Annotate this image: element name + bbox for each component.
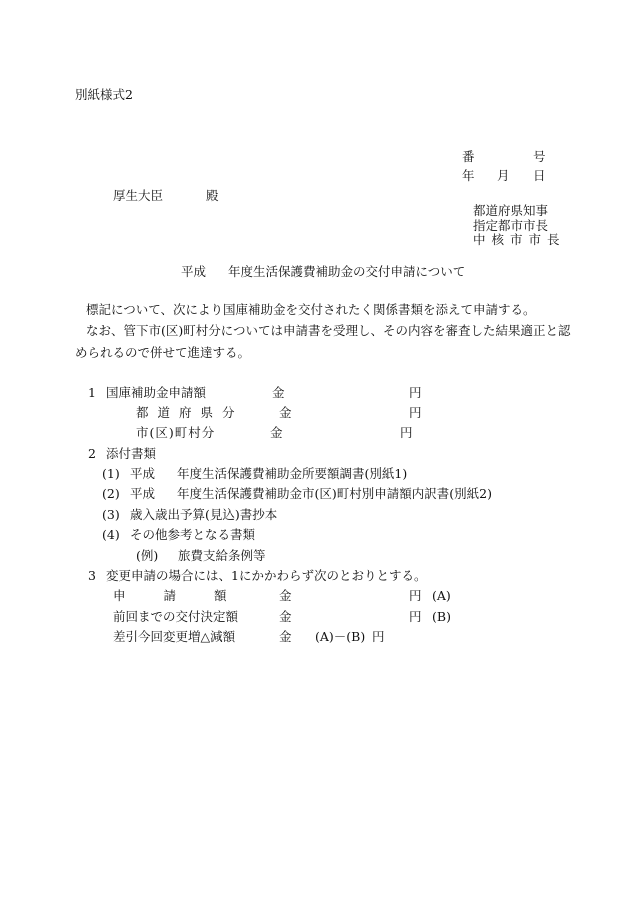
- date-day: 日: [533, 168, 546, 183]
- section2-label: 添付書類: [106, 446, 157, 461]
- prefecture-share-kin: 金: [279, 405, 292, 420]
- previous-decision-label: 前回までの交付決定額: [113, 609, 239, 624]
- application-amount-yen: 円: [409, 588, 422, 603]
- attachment-2-text: 年度生活保護費補助金市(区)町村別申請額内訳書(別紙2): [177, 486, 492, 501]
- previous-decision-mark: (B): [432, 609, 451, 624]
- sender-prefecture: 都道府県知事: [473, 203, 549, 218]
- section3-label: 変更申請の場合には、1にかかわらず次のとおりとする。: [106, 568, 427, 583]
- attachment-4-num: (4): [102, 527, 120, 542]
- attachment-3-num: (3): [102, 507, 120, 522]
- section2-num: 2: [88, 446, 96, 461]
- attachment-1-era: 平成: [130, 466, 156, 481]
- document-title: 年度生活保護費補助金の交付申請について: [228, 264, 466, 279]
- body-line-3: められるので併せて進達する。: [75, 345, 251, 360]
- section1-num: 1: [88, 385, 96, 400]
- date-year: 年: [462, 168, 475, 183]
- application-amount-label: 申請額: [113, 588, 265, 603]
- example-text: 旅費支給条例等: [178, 548, 266, 563]
- previous-decision-kin: 金: [279, 609, 292, 624]
- attachment-2-era: 平成: [130, 486, 156, 501]
- attachment-3-text: 歳入歳出予算(見込)書抄本: [130, 507, 278, 522]
- section1-label: 国庫補助金申請額: [106, 385, 207, 400]
- body-line-1: 標記について、次により国庫補助金を交付されたく関係書類を添えて申請する。: [86, 302, 536, 317]
- municipality-share-label: 市(区)町村分: [136, 425, 216, 440]
- section3-num: 3: [88, 568, 96, 583]
- form-label: 別紙様式2: [75, 87, 133, 102]
- prefecture-share-yen: 円: [409, 405, 422, 420]
- body-line-2: なお、管下市(区)町村分については申請書を受理し、その内容を審査した結果適正と認: [86, 323, 571, 338]
- example-label: (例): [136, 548, 159, 563]
- municipality-share-yen: 円: [400, 425, 413, 440]
- attachment-4-text: その他参考となる書類: [130, 527, 256, 542]
- section1-yen: 円: [409, 385, 422, 400]
- attachment-1-num: (1): [102, 466, 120, 481]
- difference-yen: 円: [372, 629, 385, 644]
- difference-kin: 金: [279, 629, 292, 644]
- title-era: 平成: [181, 264, 207, 279]
- addressee-name: 厚生大臣: [113, 188, 164, 203]
- application-amount-kin: 金: [279, 588, 292, 603]
- addressee-honorific: 殿: [206, 188, 219, 203]
- municipality-share-kin: 金: [270, 425, 283, 440]
- attachment-2-num: (2): [102, 486, 120, 501]
- number-ban: 番: [462, 149, 475, 164]
- attachment-1-text: 年度生活保護費補助金所要額調書(別紙1): [177, 466, 408, 481]
- date-month: 月: [497, 168, 510, 183]
- sender-core-city: 中核市市長: [473, 232, 566, 247]
- prefecture-share-label: 都道府県分: [136, 405, 244, 420]
- number-go: 号: [533, 149, 546, 164]
- difference-label: 差引今回変更増△減額: [113, 629, 236, 644]
- application-amount-mark: (A): [432, 588, 451, 603]
- difference-formula: (A)－(B): [315, 629, 366, 644]
- previous-decision-yen: 円: [409, 609, 422, 624]
- sender-designated-city: 指定都市市長: [473, 218, 549, 233]
- section1-kin: 金: [272, 385, 285, 400]
